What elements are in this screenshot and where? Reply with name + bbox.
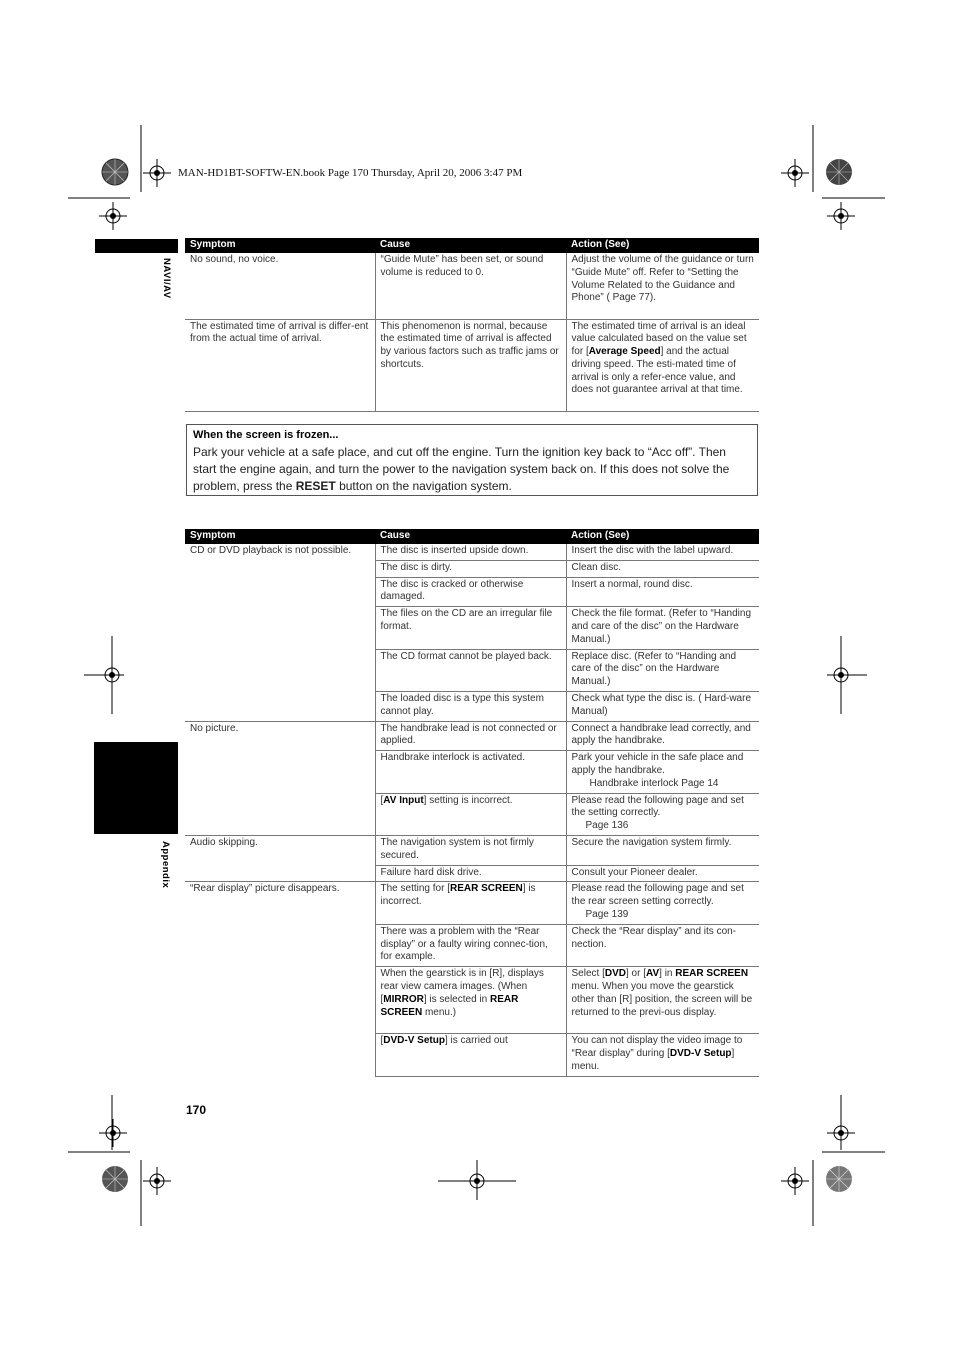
symptom-cell: “Rear display” picture disappears. bbox=[185, 882, 375, 1076]
registration-mark-icon bbox=[84, 661, 124, 689]
header-symptom: Symptom bbox=[185, 238, 375, 253]
color-bar-starburst-icon bbox=[825, 1165, 853, 1193]
registration-mark-icon bbox=[99, 202, 127, 230]
cause-cell: [AV Input] setting is incorrect. bbox=[375, 793, 566, 835]
action-cell: Check the file format. (Refer to “Handing and care of the disc” on the Hardware Manual.) bbox=[566, 607, 759, 649]
action-cell: Check the “Rear display” and its con-nection. bbox=[566, 924, 759, 966]
action-cell: You can not display the video image to “Rear display” during [DVD-V Setup] menu. bbox=[566, 1034, 759, 1076]
cause-cell: The disc is inserted upside down. bbox=[375, 544, 566, 560]
action-cell: Consult your Pioneer dealer. bbox=[566, 865, 759, 882]
action-cell: Connect a handbrake lead correctly, and apply the handbrake. bbox=[566, 721, 759, 751]
symptom-cell: Audio skipping. bbox=[185, 835, 375, 881]
action-cell: Check what type the disc is. ( Hard-ware Manual) bbox=[566, 691, 759, 721]
symptom-cell: CD or DVD playback is not possible. bbox=[190, 545, 352, 556]
cause-cell: There was a problem with the “Rear display” or a faulty wiring connec-tion, for example. bbox=[375, 924, 566, 966]
header-cause: Cause bbox=[375, 238, 566, 253]
registration-mark-icon bbox=[827, 661, 867, 689]
action-cell: Please read the following page and set the setting correctly. Page 136 bbox=[566, 793, 759, 835]
action-cell: Adjust the volume of the guidance or turn “Guide Mute” off. Refer to “Setting the Volume Related to the Guidance and Phone” ( Page 77). bbox=[566, 253, 759, 319]
color-bar-starburst-icon bbox=[101, 158, 129, 186]
action-cell: Please read the following page and set the rear screen setting correctly. Page 139 bbox=[566, 882, 759, 924]
cause-cell: The handbrake lead is not connected or applied. bbox=[375, 721, 566, 751]
action-cell: Clean disc. bbox=[566, 560, 759, 577]
action-cell: Insert the disc with the label upward. bbox=[566, 544, 759, 560]
frozen-note-title: When the screen is frozen... bbox=[193, 429, 339, 441]
reference-link: Page 136 bbox=[585, 820, 629, 832]
cause-cell: The files on the CD are an irregular file format. bbox=[375, 607, 566, 649]
cause-cell: The disc is dirty. bbox=[375, 560, 566, 577]
cause-cell: The disc is cracked or otherwise damaged. bbox=[375, 577, 566, 607]
symptom-cell: No sound, no voice. bbox=[190, 254, 279, 265]
page-number: 170 bbox=[186, 1103, 207, 1117]
action-cell: The estimated time of arrival is an ideal value calculated based on the value set for [Average Speed] and the actual driving speed. The esti-mated time of arrival is only a refer-ence value, and does not guarantee arrival at that time. bbox=[566, 319, 759, 411]
symptom-cell: No picture. bbox=[185, 721, 375, 835]
registration-mark-icon bbox=[827, 1119, 855, 1147]
action-cell: Secure the navigation system firmly. bbox=[566, 835, 759, 865]
cause-cell: The loaded disc is a type this system cannot play. bbox=[375, 691, 566, 721]
cause-cell: Failure hard disk drive. bbox=[375, 865, 566, 882]
reset-button-term: RESET bbox=[295, 479, 336, 493]
reference-link: Handbrake interlock Page 14 bbox=[589, 777, 719, 789]
cause-cell: “Guide Mute” has been set, or sound volume is reduced to 0. bbox=[375, 253, 566, 319]
frozen-note-body: Park your vehicle at a safe place, and cut off the engine. Turn the ignition key back to “Acc off”. Then start the engine again, and turn the power to the navigation system back on. If this does not solve the problem, press the RESET button on the navigation system. bbox=[193, 445, 730, 493]
header-action: Action (See) bbox=[566, 529, 759, 544]
cause-cell: The CD format cannot be played back. bbox=[375, 649, 566, 691]
cause-cell: The navigation system is not firmly secured. bbox=[375, 835, 566, 865]
side-label-navi-av: NAVI/AV bbox=[161, 258, 172, 299]
registration-mark-icon bbox=[99, 1119, 127, 1147]
average-speed-term: Average Speed bbox=[588, 346, 661, 358]
registration-mark-icon bbox=[143, 159, 171, 187]
color-bar-starburst-icon bbox=[825, 158, 853, 186]
cause-cell: Handbrake interlock is activated. bbox=[375, 751, 566, 793]
symptom-cell: The estimated time of arrival is differ-ent from the actual time of arrival. bbox=[185, 319, 375, 411]
registration-mark-icon bbox=[143, 1167, 171, 1195]
color-bar-starburst-icon bbox=[101, 1165, 129, 1193]
registration-mark-icon bbox=[781, 1167, 809, 1195]
cause-cell: When the gearstick is in [R], displays rear view camera images. (When [MIRROR] is selected in REAR SCREEN menu.) bbox=[375, 967, 566, 1034]
cause-cell: The setting for [REAR SCREEN] is incorrect. bbox=[375, 882, 566, 924]
action-cell: Replace disc. (Refer to “Handing and care of the disc” on the Hardware Manual.) bbox=[566, 649, 759, 691]
header-cause: Cause bbox=[375, 529, 566, 544]
reference-link: Page 139 bbox=[585, 908, 629, 920]
header-symptom: Symptom bbox=[185, 529, 375, 544]
registration-mark-icon bbox=[463, 1160, 491, 1200]
action-cell: Select [DVD] or [AV] in REAR SCREEN menu. When you move the gearstick other than [R] position, the screen will be returned to the previ-ous display. bbox=[566, 967, 759, 1034]
cause-cell: [DVD-V Setup] is carried out bbox=[375, 1034, 566, 1076]
header-action: Action (See) bbox=[566, 238, 759, 253]
registration-mark-icon bbox=[827, 202, 855, 230]
registration-mark-icon bbox=[781, 159, 809, 187]
cause-cell: This phenomenon is normal, because the estimated time of arrival is affected by various factors such as traffic jams or shortcuts. bbox=[375, 319, 566, 411]
action-cell: Park your vehicle in the safe place and apply the handbrake. Handbrake interlock Page 14 bbox=[566, 751, 759, 793]
action-cell: Insert a normal, round disc. bbox=[566, 577, 759, 607]
side-label-appendix: Appendix bbox=[160, 841, 171, 889]
book-file-header: MAN-HD1BT-SOFTW-EN.book Page 170 Thursday, April 20, 2006 3:47 PM bbox=[178, 167, 523, 179]
